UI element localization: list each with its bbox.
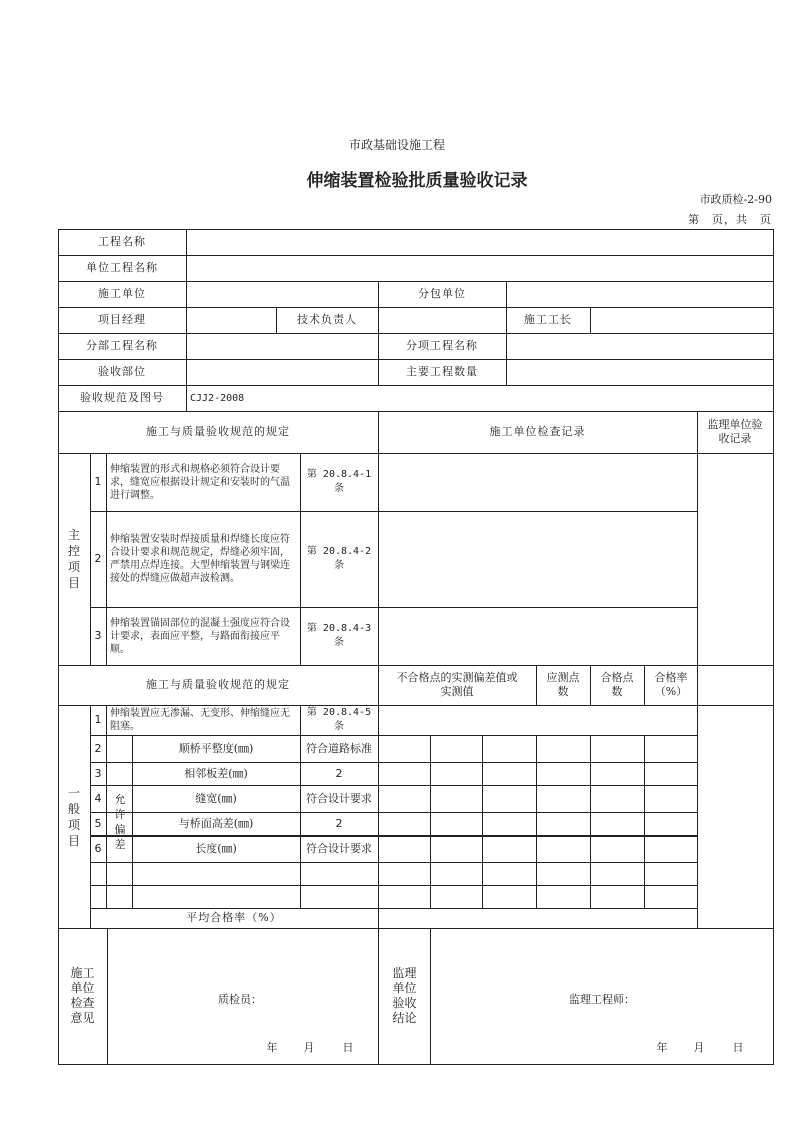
general-points-header: 应测点数: [546, 671, 580, 698]
general-row-2-no: 2: [94, 741, 102, 755]
spec-drawing-value: CJJ2-2008: [190, 392, 245, 404]
general-items-label: 一般项目: [67, 785, 80, 848]
right-date-day: 日: [732, 1041, 744, 1054]
general-pass-points-header: 合格点数: [600, 671, 634, 698]
unit-project-name-label: 单位工程名称: [86, 261, 158, 274]
project-manager-label: 项目经理: [98, 313, 146, 326]
tech-lead-label: 技术负责人: [297, 313, 357, 326]
subitem-name-label: 分项工程名称: [406, 339, 478, 352]
general-row-3-name: 相邻板差(㎜): [184, 766, 248, 780]
average-pass-rate-label: 平均合格率（%）: [186, 911, 282, 924]
form-code: 市政质检-2-90: [699, 193, 772, 206]
general-item-1-text: 伸缩装置应无渗漏、无变形、伸缩缝应无阻塞。: [110, 708, 290, 732]
general-row-5-no: 5: [94, 816, 102, 830]
acceptance-part-label: 验收部位: [98, 365, 146, 378]
left-date-day: 日: [342, 1041, 354, 1054]
foreman-label: 施工工长: [524, 313, 572, 326]
inspector-signature-label: 质检员：: [218, 993, 262, 1006]
general-row-2-name: 顺桥平整度(㎜): [178, 741, 254, 755]
general-item-1-clause: 第 20.8.4-5 条: [306, 707, 372, 732]
main-item-1-text: 伸缩装置的形式和规格必须符合设计要求，缝宽应根据设计规定和安装时的气温进行调整。: [110, 463, 290, 501]
general-row-5-name: 与桥面高差(㎜): [178, 816, 254, 830]
main-item-3-no: 3: [94, 629, 102, 642]
main-item-2-clause: 第 20.8.4-2 条: [306, 546, 372, 571]
general-row-5-value: 2: [335, 816, 343, 830]
main-record-header: 施工单位检查记录: [489, 425, 586, 438]
general-deviation-header: 不合格点的实测偏差值或实测值: [396, 671, 518, 698]
supervision-conclusion-label: 监理单位验收结论: [392, 966, 417, 1025]
right-date-year: 年: [656, 1041, 668, 1054]
general-row-2-value: 符合道路标准: [306, 741, 372, 755]
general-row-6-value: 符合设计要求: [306, 841, 372, 855]
division-name-label: 分部工程名称: [86, 339, 158, 352]
form-subtitle: 市政基础设施工程: [348, 138, 445, 152]
subcontract-unit-label: 分包单位: [418, 287, 466, 300]
main-quantity-label: 主要工程数量: [406, 365, 478, 378]
left-date-month: 月: [303, 1041, 315, 1054]
general-rate-header: 合格率（%）: [654, 671, 688, 698]
general-row-4-value: 符合设计要求: [306, 791, 372, 805]
general-row-3-value: 2: [335, 766, 343, 780]
main-spec-header: 施工与质量验收规范的规定: [146, 425, 290, 438]
spec-drawing-label: 验收规范及图号: [80, 391, 164, 404]
main-item-1-clause: 第 20.8.4-1 条: [306, 469, 372, 494]
general-row-4-name: 缝宽(㎜): [195, 791, 237, 805]
general-row-3-no: 3: [94, 766, 102, 780]
main-item-2-text: 伸缩装置安装时焊接质量和焊缝长度应符合设计要求和规范规定，焊缝必须牢固，严禁用点焊连接。大型伸缩装置与钢梁连接处的焊缝应做超声波检测。: [110, 534, 290, 584]
main-item-3-text: 伸缩装置锚固部位的混凝土强度应符合设计要求，表面应平整，与路面衔接应平顺。: [110, 617, 290, 655]
main-supervision-header: 监理单位验收记录: [707, 418, 763, 445]
project-name-label: 工程名称: [98, 235, 146, 248]
general-row-6-no: 6: [94, 841, 102, 855]
construction-unit-label: 施工单位: [98, 287, 146, 300]
main-items-label: 主控项目: [67, 528, 80, 590]
engineer-signature-label: 监理工程师：: [569, 993, 635, 1006]
main-item-3-clause: 第 20.8.4-3 条: [306, 623, 372, 648]
construction-inspection-label: 施工单位检查意见: [70, 966, 95, 1025]
general-row-4-no: 4: [94, 791, 102, 805]
page-info: 第 页，共 页: [688, 213, 772, 226]
general-item-1-no: 1: [94, 713, 102, 726]
general-row-6-name: 长度(㎜): [195, 841, 237, 855]
form-title: 伸缩装置检验批质量验收记录: [306, 171, 528, 191]
main-item-2-no: 2: [94, 552, 102, 565]
general-spec-header: 施工与质量验收规范的规定: [146, 678, 290, 691]
right-date-month: 月: [693, 1041, 705, 1054]
allowed-deviation-label: 允许偏差: [114, 792, 126, 851]
main-item-1-no: 1: [94, 475, 102, 488]
left-date-year: 年: [266, 1041, 278, 1054]
